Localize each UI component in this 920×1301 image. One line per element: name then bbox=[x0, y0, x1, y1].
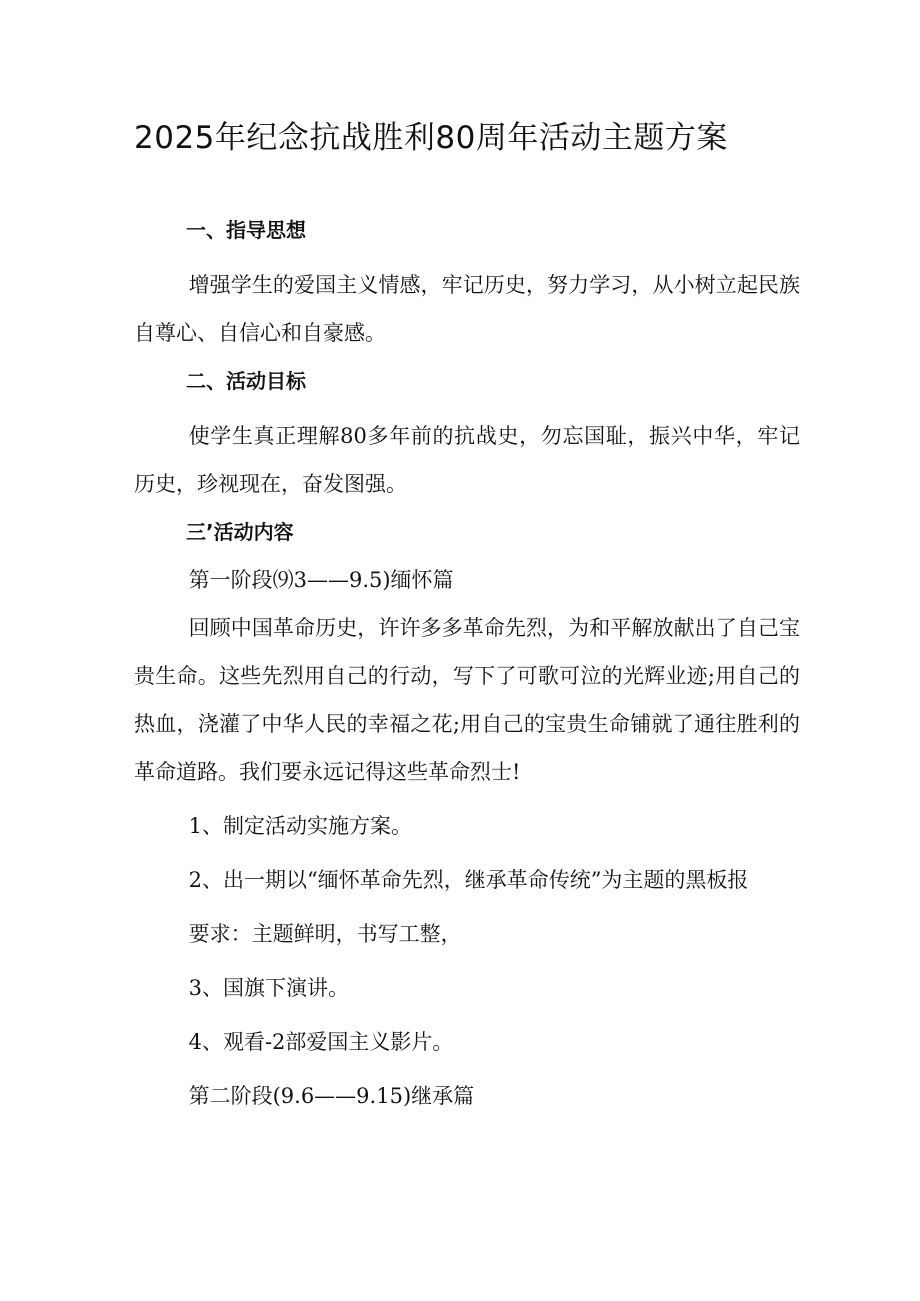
section-heading-activity-content: 三’活动内容 bbox=[186, 520, 294, 544]
section-heading-activity-goal: 二、活动目标 bbox=[186, 369, 306, 393]
document-body bbox=[134, 206, 800, 1120]
list-item-plan: 1、制定活动实施方案。 bbox=[188, 814, 412, 838]
list-item-blackboard: 2、出一期以“缅怀革命先烈，继承革命传统”为主题的黑板报 bbox=[188, 868, 749, 892]
list-item-films: 4、观看-2部爱国主义影片。 bbox=[188, 1030, 454, 1054]
paragraph-stage-one: 回顾中国革命历史，许许多多革命先烈，为和平解放献出了自己宝贵生命。这些先烈用自己的行动，写下了可歌可泣的光辉业迹;用自己的热血，浇灌了中华人民的幸福之花;用自己的宝贵生命铺就了通往胜利的革命道路。我们要永远记得这些革命烈士! bbox=[134, 616, 800, 784]
section-heading-guiding-ideology: 一、指导思想 bbox=[186, 218, 306, 242]
stage-two-title: 第二阶段(9.6——9.15)继承篇 bbox=[188, 1084, 475, 1108]
paragraph-activity-goal: 使学生真正理解80多年前的抗战史，勿忘国耻，振兴中华，牢记历史，珍视现在，奋发图强。 bbox=[134, 424, 800, 496]
stage-one-title: 第一阶段⑼3——9.5)缅怀篇 bbox=[188, 568, 454, 592]
list-item-speech: 3、国旗下演讲。 bbox=[188, 976, 349, 1000]
requirement-text: 要求：主题鲜明，书写工整， bbox=[188, 922, 462, 946]
paragraph-guiding-ideology: 增强学生的爱国主义情感，牢记历史，努力学习，从小树立起民族自尊心、自信心和自豪感。 bbox=[134, 273, 800, 345]
document-title: 2025年纪念抗战胜利80周年活动主题方案 bbox=[134, 120, 728, 156]
